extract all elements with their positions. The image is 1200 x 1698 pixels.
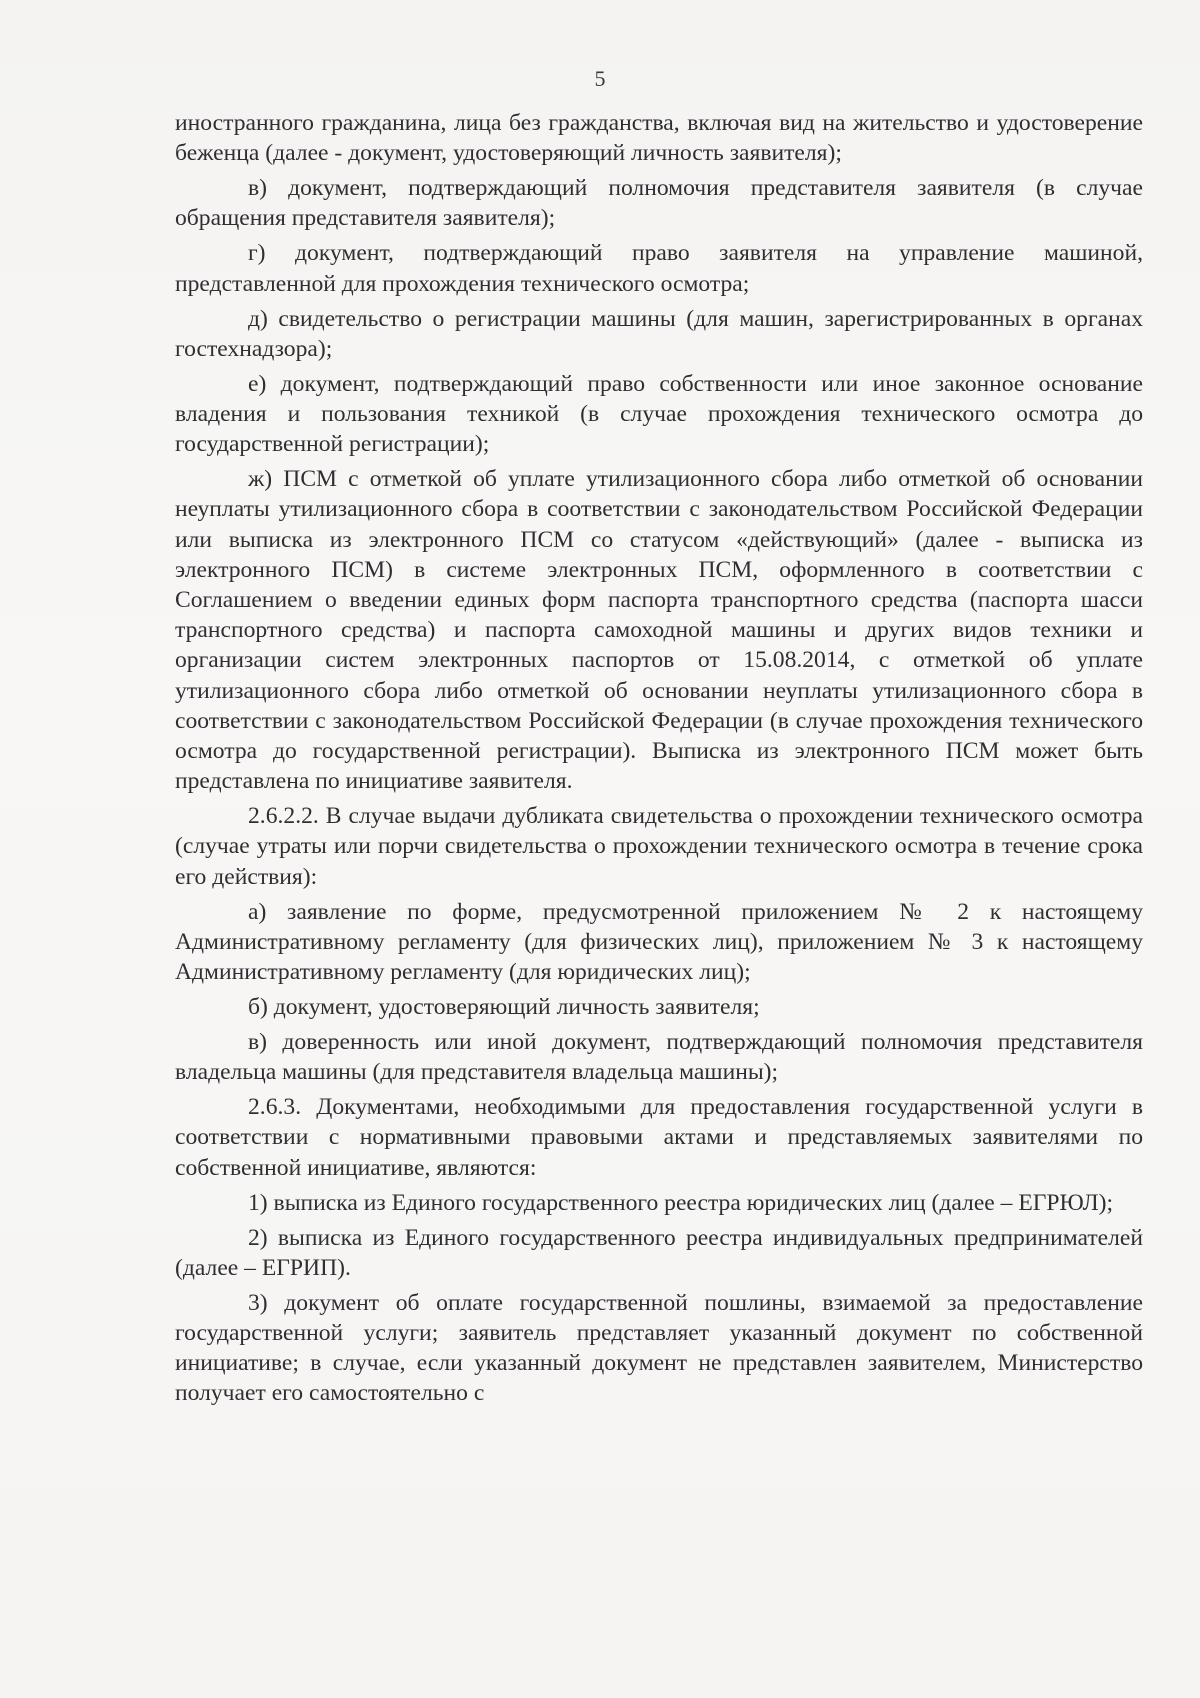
paragraph: е) документ, подтверждающий право собственности или иное законное основание владения и пользования техникой (в случае прохождения технического осмотра до государственной регистрации);: [175, 370, 1143, 458]
paragraph: 2.6.2.2. В случае выдачи дубликата свидетельства о прохождении технического осмотра (случае утраты или порчи свидетельства о прохождении технического осмотра в течение срока его действия):: [175, 803, 1143, 890]
document-body: [175, 108, 1143, 1413]
paragraph: 1) выписка из Единого государственного реестра юридических лиц (далее – ЕГРЮЛ);: [248, 1189, 1114, 1216]
paragraph: б) документ, удостоверяющий личность заявителя;: [248, 994, 760, 1021]
paragraph: а) заявление по форме, предусмотренной приложением № 2 к настоящему Административному регламенту (для физических лиц), приложением № 3 к настоящему Административному регламенту (для юридических лиц);: [175, 898, 1143, 986]
paragraph: 2) выписка из Единого государственного реестра индивидуальных предпринимателей (далее – ЕГРИП).: [175, 1224, 1143, 1281]
paragraph: в) документ, подтверждающий полномочия представителя заявителя (в случае обращения представителя заявителя);: [175, 175, 1143, 232]
page-number: 5: [594, 66, 606, 91]
paragraph: ж) ПСМ с отметкой об уплате утилизационного сбора либо отметкой об основании неуплаты утилизационного сбора в соответствии с законодательством Российской Федерации или выписка из электронного ПСМ со статусом «действующий» (далее - выписка из электронного ПСМ) в системе электронных ПСМ, оформленного в соответствии с Соглашением о введении единых форм паспорта транспортного средства (паспорта шасси транспортного средства) и паспорта самоходной машины и других видов техники и организации систем электронных паспортов от 15.08.2014, с отметкой об уплате утилизационного сбора либо отметкой об основании неуплаты утилизационного сбора в соответствии с законодательством Российской Федерации (в случае прохождения технического осмотра до государственной регистрации). Выписка из электронного ПСМ может быть представлена по инициативе заявителя.: [175, 466, 1143, 795]
paragraph: 2.6.3. Документами, необходимыми для предоставления государственной услуги в соответствии с нормативными правовыми актами и представляемых заявителями по собственной инициативе, являются:: [175, 1094, 1143, 1181]
paragraph: иностранного гражданина, лица без гражданства, включая вид на жительство и удостоверение беженца (далее - документ, удостоверяющий личность заявителя);: [175, 110, 1143, 167]
paragraph: 3) документ об оплате государственной пошлины, взимаемой за предоставление государственной услуги; заявитель представляет указанный документ по собственной инициативе; в случае, если указанный документ не представлен заявителем, Министерство получает его самостоятельно с: [175, 1289, 1143, 1407]
paragraph: д) свидетельство о регистрации машины (для машин, зарегистрированных в органах гостехнадзора);: [175, 305, 1143, 362]
paragraph: в) доверенность или иной документ, подтверждающий полномочия представителя владельца машины (для представителя владельца машины);: [175, 1029, 1143, 1086]
paragraph: г) документ, подтверждающий право заявителя на управление машиной, представленной для прохождения технического осмотра;: [175, 240, 1143, 297]
